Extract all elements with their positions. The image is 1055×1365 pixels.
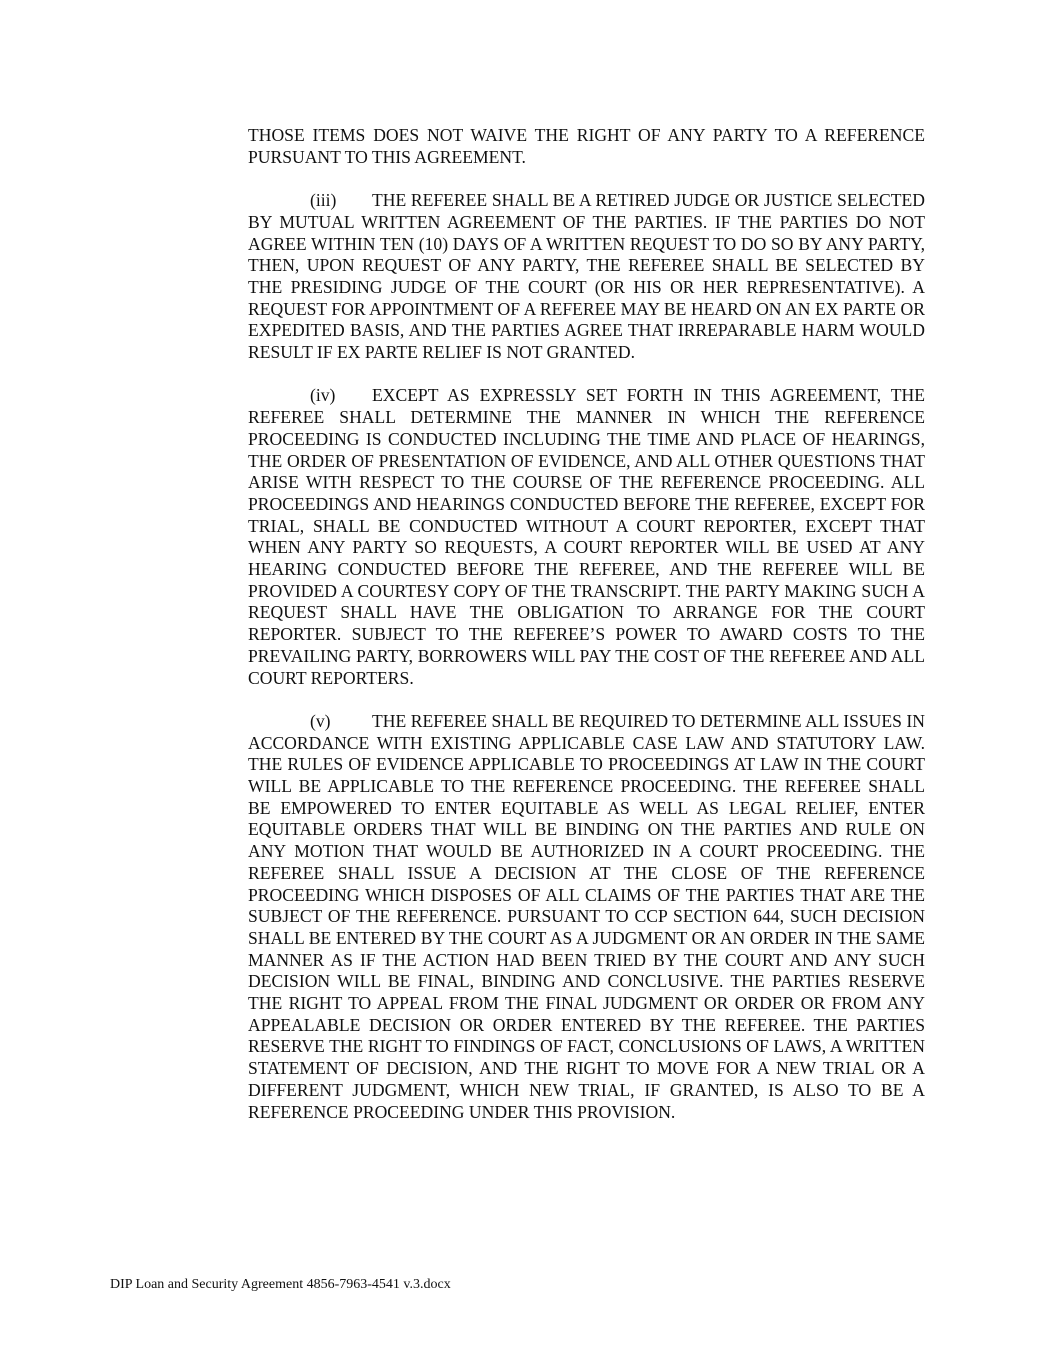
paragraph-iv <box>248 385 925 689</box>
paragraph-number: (iii) <box>310 190 337 211</box>
paragraph-number: (iv) <box>310 385 336 406</box>
paragraph-v <box>248 711 925 1123</box>
document-body <box>248 125 925 1145</box>
paragraph-iii <box>248 190 925 364</box>
paragraph-text: THE REFEREE SHALL BE A RETIRED JUDGE OR JUSTICE SELECTED BY MUTUAL WRITTEN AGREEMENT OF THE PARTIES. IF THE PARTIES DO NOT AGREE WITHIN TEN (10) DAYS OF A WRITTEN REQUEST TO DO SO BY ANY PARTY, THEN, UPON REQUEST OF ANY PARTY, THE REFEREE SHALL BE SELECTED BY THE PRESIDING JUDGE OF THE COURT (OR HIS OR HER REPRESENTATIVE). A REQUEST FOR APPOINTMENT OF A REFEREE MAY BE HEARD ON AN EX PARTE OR EXPEDITED BASIS, AND THE PARTIES AGREE THAT IRREPARABLE HARM WOULD RESULT IF EX PARTE RELIEF IS NOT GRANTED. <box>248 190 925 363</box>
paragraph-text: THOSE ITEMS DOES NOT WAIVE THE RIGHT OF ANY PARTY TO A REFERENCE PURSUANT TO THIS AGREEMENT. <box>248 125 925 167</box>
page-footer: DIP Loan and Security Agreement 4856-7963-4541 v.3.docx <box>110 1277 451 1292</box>
paragraph-continuation <box>248 125 925 168</box>
paragraph-text: EXCEPT AS EXPRESSLY SET FORTH IN THIS AGREEMENT, THE REFEREE SHALL DETERMINE THE MANNER IN WHICH THE REFERENCE PROCEEDING IS CONDUCTED INCLUDING THE TIME AND PLACE OF HEARINGS, THE ORDER OF PRESENTATION OF EVIDENCE, AND ALL OTHER QUESTIONS THAT ARISE WITH RESPECT TO THE COURSE OF THE REFERENCE PROCEEDING. ALL PROCEEDINGS AND HEARINGS CONDUCTED BEFORE THE REFEREE, EXCEPT FOR TRIAL, SHALL BE CONDUCTED WITHOUT A COURT REPORTER, EXCEPT THAT WHEN ANY PARTY SO REQUESTS, A COURT REPORTER WILL BE USED AT ANY HEARING CONDUCTED BEFORE THE REFEREE, AND THE REFEREE WILL BE PROVIDED A COURTESY COPY OF THE TRANSCRIPT. THE PARTY MAKING SUCH A REQUEST SHALL HAVE THE OBLIGATION TO ARRANGE FOR THE COURT REPORTER. SUBJECT TO THE REFEREE’S POWER TO AWARD COSTS TO THE PREVAILING PARTY, BORROWERS WILL PAY THE COST OF THE REFEREE AND ALL COURT REPORTERS. <box>248 385 925 688</box>
paragraph-text: THE REFEREE SHALL BE REQUIRED TO DETERMINE ALL ISSUES IN ACCORDANCE WITH EXISTING APPLICABLE CASE LAW AND STATUTORY LAW. THE RULES OF EVIDENCE APPLICABLE TO PROCEEDINGS AT LAW IN THE COURT WILL BE APPLICABLE TO THE REFERENCE PROCEEDING. THE REFEREE SHALL BE EMPOWERED TO ENTER EQUITABLE AS WELL AS LEGAL RELIEF, ENTER EQUITABLE ORDERS THAT WILL BE BINDING ON THE PARTIES AND RULE ON ANY MOTION THAT WOULD BE AUTHORIZED IN A COURT PROCEEDING. THE REFEREE SHALL ISSUE A DECISION AT THE CLOSE OF THE REFERENCE PROCEEDING WHICH DISPOSES OF ALL CLAIMS OF THE PARTIES THAT ARE THE SUBJECT OF THE REFERENCE. PURSUANT TO CCP SECTION 644, SUCH DECISION SHALL BE ENTERED BY THE COURT AS A JUDGMENT OR AN ORDER IN THE SAME MANNER AS IF THE ACTION HAD BEEN TRIED BY THE COURT AND ANY SUCH DECISION WILL BE FINAL, BINDING AND CONCLUSIVE. THE PARTIES RESERVE THE RIGHT TO APPEAL FROM THE FINAL JUDGMENT OR ORDER OR FROM ANY APPEALABLE DECISION OR ORDER ENTERED BY THE REFEREE. THE PARTIES RESERVE THE RIGHT TO FINDINGS OF FACT, CONCLUSIONS OF LAWS, A WRITTEN STATEMENT OF DECISION, AND THE RIGHT TO MOVE FOR A NEW TRIAL OR A DIFFERENT JUDGMENT, WHICH NEW TRIAL, IF GRANTED, IS ALSO TO BE A REFERENCE PROCEEDING UNDER THIS PROVISION. <box>248 710 925 1122</box>
paragraph-number: (v) <box>310 710 331 731</box>
